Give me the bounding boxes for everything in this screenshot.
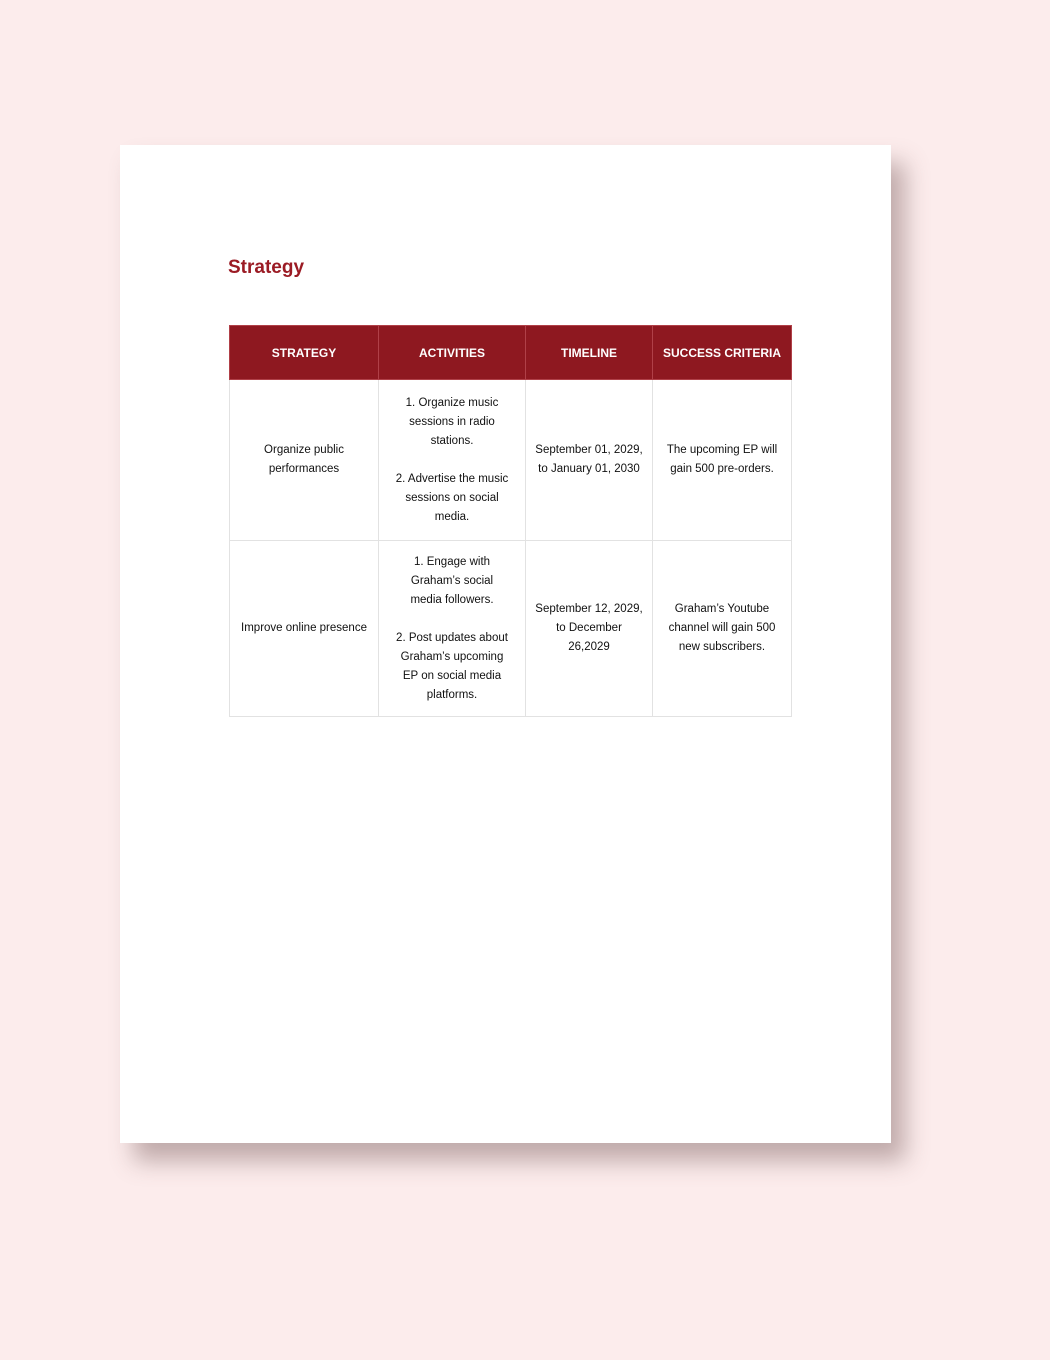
header-success-criteria: SUCCESS CRITERIA — [653, 326, 792, 380]
cell-activities — [379, 380, 526, 541]
activity-item: 1. Engage with Graham’s social media followers. — [410, 555, 494, 606]
section-title: Strategy — [228, 257, 305, 278]
cell-success-criteria: Graham’s Youtube channel will gain 500 new subscribers. — [653, 541, 792, 717]
table-header-row — [230, 326, 792, 380]
header-timeline: TIMELINE — [526, 326, 653, 380]
activity-item: 2. Post updates about Graham’s upcoming EP on social media platforms. — [396, 631, 508, 701]
cell-activities — [379, 541, 526, 717]
document-page — [120, 145, 891, 1143]
activity-item: 2. Advertise the music sessions on social media. — [395, 472, 509, 523]
cell-timeline: September 12, 2029, to December 26,2029 — [526, 541, 653, 717]
cell-success-criteria: The upcoming EP will gain 500 pre-orders. — [653, 380, 792, 541]
cell-strategy: Organize public performances — [230, 380, 379, 541]
cell-strategy: Improve online presence — [230, 541, 379, 717]
table-row — [230, 380, 792, 541]
header-strategy: STRATEGY — [230, 326, 379, 380]
table-row — [230, 541, 792, 717]
activity-item: 1. Organize music sessions in radio stations. — [405, 396, 499, 447]
strategy-table — [229, 325, 792, 717]
header-activities: ACTIVITIES — [379, 326, 526, 380]
cell-timeline: September 01, 2029, to January 01, 2030 — [526, 380, 653, 541]
